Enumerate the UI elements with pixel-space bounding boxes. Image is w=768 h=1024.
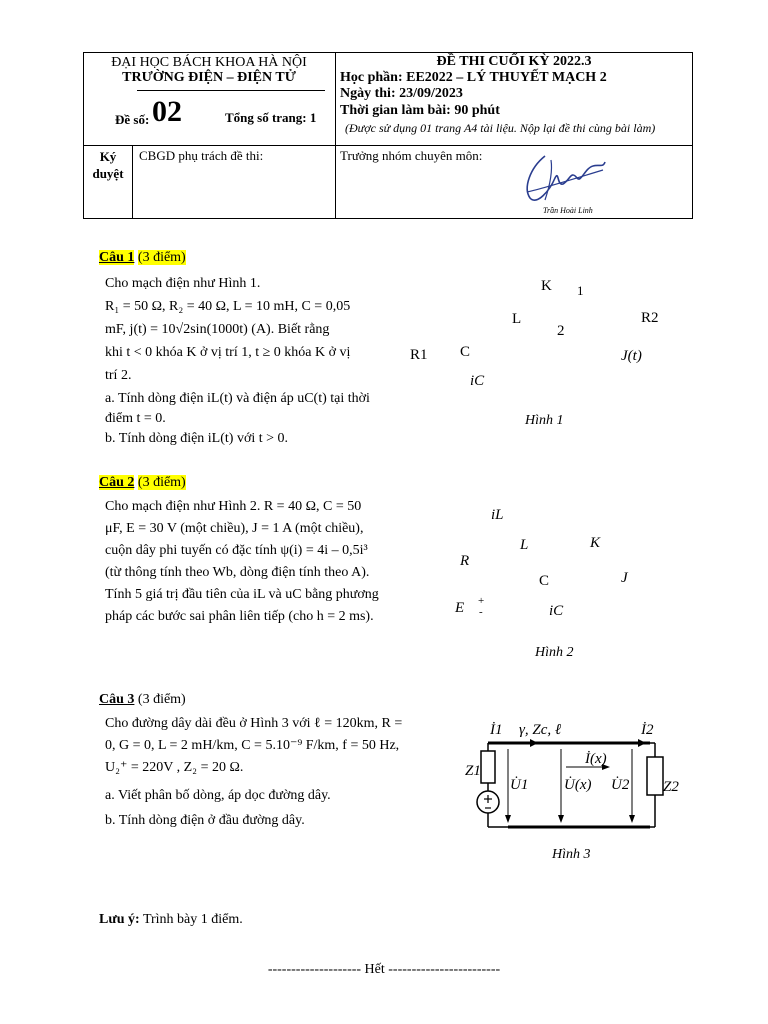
fig1-label-pos1: 1 [577, 283, 584, 298]
q1-line: b. Tính dòng điện iL(t) với t > 0. [105, 431, 289, 446]
q3-line: 0, G = 0, L = 2 mH/km, C = 5.10⁻⁹ F/km, f = 50 Hz, [105, 738, 400, 753]
fig3-label-i1: İ1 [490, 722, 503, 738]
q3-body [105, 713, 415, 832]
q1-title: Câu 1 [99, 250, 135, 265]
note [99, 912, 243, 928]
course: Học phần: EE2022 – LÝ THUYẾT MẠCH 2 [340, 70, 607, 85]
fig1-label-pos2: 2 [557, 323, 565, 339]
exam-note: (Được sử dụng 01 trang A4 tài liệu. Nộp lại đề thi cùng bài làm) [345, 121, 656, 135]
fig3-arrow-i2 [638, 739, 646, 747]
q1-line: điểm t = 0. [105, 411, 166, 426]
fig2-caption: Hình 2 [535, 645, 574, 660]
fig3-arrow-i1 [530, 739, 538, 747]
q1-points: (3 điểm) [137, 250, 186, 265]
q2-title: Câu 2 [99, 475, 135, 490]
fig2-label-j: J [621, 570, 628, 586]
q2-line: Cho mạch điện như Hình 2. R = 40 Ω, C = 50 [105, 499, 362, 514]
fig3-label-params: γ, Zc, ℓ [519, 722, 562, 738]
exam-number: 02 [152, 95, 182, 128]
group-leader-label: Trưởng nhóm chuyên môn: [340, 148, 483, 163]
fig3-z1-resistor [481, 751, 495, 783]
q2-line: pháp các bước sai phân liên tiếp (cho h = 2 ms). [105, 609, 374, 624]
note-label: Lưu ý: [99, 912, 140, 927]
fig3-caption: Hình 3 [552, 847, 591, 862]
fig3-label-i2: İ2 [641, 722, 654, 738]
q3-points: (3 điểm) [137, 692, 186, 707]
fig2-label-ic: iC [549, 603, 564, 619]
signature-image [515, 148, 610, 210]
fig1-label-ic: iC [470, 373, 485, 389]
fig3-label-ix: İ(x) [585, 751, 607, 767]
fig3-label-z1: Z1 [465, 763, 481, 779]
q1-line: a. Tính dòng điện iL(t) và điện áp uC(t) tại thời [105, 391, 370, 406]
fig2-plus: + [478, 595, 485, 607]
note-text: Trình bày 1 điểm. [142, 912, 243, 927]
q3-title: Câu 3 [99, 692, 135, 707]
fig1-caption: Hình 1 [525, 413, 564, 428]
q3-heading [99, 692, 186, 708]
lecturer-label: CBGD phụ trách đề thi: [139, 148, 264, 163]
fig2-label-c: C [539, 573, 550, 589]
fig3-label-u2: U̇2 [611, 777, 630, 793]
fig2-label-il: iL [491, 507, 504, 523]
end-marker: -------------------- Hết ------------------------ [267, 962, 501, 977]
q3-line: Cho đường dây dài đều ở Hình 3 với ℓ = 120km, R = [105, 716, 403, 731]
fig1-label-jt: J(t) [621, 348, 642, 364]
q2-line: Tính 5 giá trị đầu tiên của iL và uC bằng phương [105, 587, 379, 602]
q3-line: a. Viết phân bố dòng, áp dọc đường dây. [105, 788, 331, 803]
q3-line: b. Tính dòng điện ở đầu đường dây. [105, 813, 305, 828]
fig1-label-r2: R2 [641, 310, 659, 326]
school-name: TRƯỜNG ĐIỆN – ĐIỆN TỬ [122, 70, 296, 85]
university-name: ĐẠI HỌC BÁCH KHOA HÀ NỘI [111, 55, 307, 70]
q2-line: (từ thông tính theo Wb, dòng điện tính theo A). [105, 565, 370, 580]
signature-name: Trần Hoài Linh [543, 206, 593, 215]
q2-line: μF, E = 30 V (một chiều), J = 1 A (một chiều), [105, 521, 364, 536]
q1-heading [99, 250, 186, 266]
fig2-label-r: R [460, 553, 470, 569]
fig1-label-c: C [460, 344, 471, 360]
exam-duration: Thời gian làm bài: 90 phút [340, 103, 500, 118]
fig1-label-k: K [541, 278, 552, 294]
q2-heading [99, 475, 186, 491]
fig2-minus: - [479, 606, 483, 618]
fig2-label-l: L [520, 537, 529, 553]
fig3-label-u1: U̇1 [510, 777, 529, 793]
q2-line: cuộn dây phi tuyến có đặc tính ψ(i) = 4i – 0,5i³ [105, 543, 368, 558]
fig1-label-r1: R1 [410, 347, 428, 363]
fig3-z2-resistor [647, 757, 663, 795]
exam-date: Ngày thi: 23/09/2023 [340, 86, 463, 101]
fig2-label-k: K [590, 535, 601, 551]
total-pages: Tổng số trang: 1 [225, 110, 317, 125]
q1-line: R₁ = 50 Ω, R₂ = 40 Ω, L = 10 mH, C = 0,05 [105, 299, 351, 314]
q1-line: trí 2. [105, 368, 132, 383]
exam-number-label: Đề số: [115, 112, 150, 127]
fig3-label-z2: Z2 [663, 779, 679, 795]
q1-line: khi t < 0 khóa K ở vị trí 1, t ≥ 0 khóa K ở vị [105, 345, 351, 360]
q1-line: mF, j(t) = 10√2sin(1000t) (A). Biết rằng [105, 322, 330, 337]
approval-label: Ký duyệt [92, 149, 124, 181]
fig3-label-ux: U̇(x) [564, 777, 592, 793]
q1-line: Cho mạch điện như Hình 1. [105, 276, 261, 291]
q1-body [105, 272, 400, 450]
q2-body [105, 496, 405, 628]
fig1-label-l: L [512, 311, 522, 327]
q2-points: (3 điểm) [137, 475, 186, 490]
fig2-label-e: E [455, 600, 465, 616]
q3-line: U₂⁺ = 220V , Z₂ = 20 Ω. [105, 760, 244, 775]
exam-title: ĐỀ THI CUỐI KỲ 2022.3 [436, 54, 592, 69]
